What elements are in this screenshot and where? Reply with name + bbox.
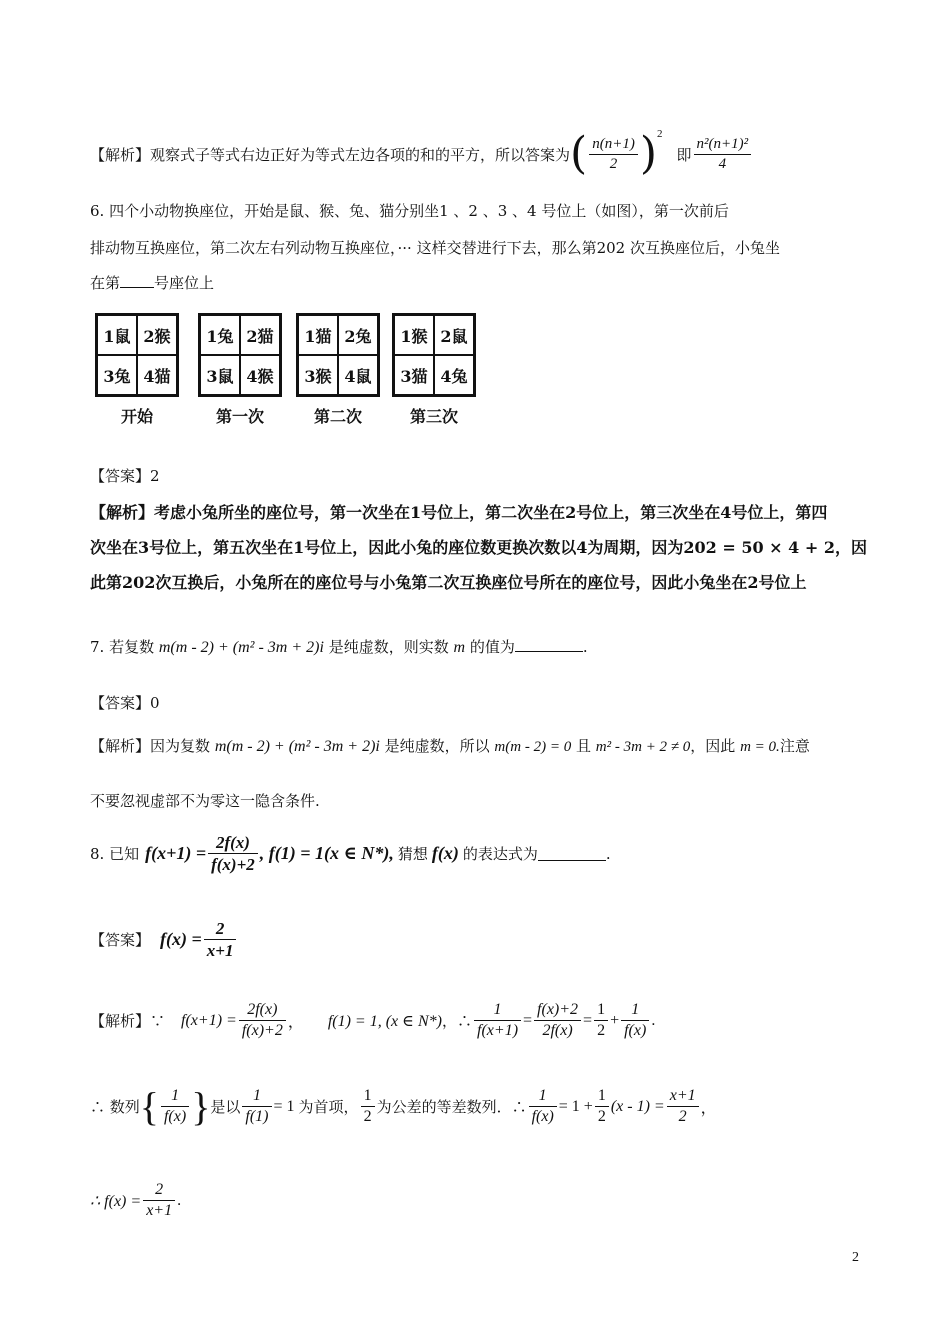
q7-solution: 【解析】因为复数 m(m - 2) + (m² - 3m + 2)i 是纯虚数，所以 m(m - 2) = 0 且 m² - 3m + 2 ≠ 0，因此 m = 0.注意 (90, 737, 810, 755)
q6-line1: 6. 四个小动物换座位，开始是鼠、猴、兔、猫分别坐1 、2 、3 、4 号位上（如图），第一次前后 (90, 202, 729, 220)
page-number: 2 (852, 1250, 859, 1265)
grid-caption-third: 第三次 (409, 407, 458, 426)
answer-blank (538, 846, 606, 861)
q5-fraction-1: $\frac{n(n+1)}{2}$ (589, 135, 638, 174)
q6-solution-line3: 此第202次互换后，小兔所在的座位号与小兔第二次互换座位号所在的座位号，因此小兔坐在2号位上 (90, 573, 807, 592)
q8-answer-fraction: $\frac{2}{x+1}$ (204, 918, 237, 962)
seat-grid-second: 1猫 2兔 3猴 4鼠 (296, 313, 380, 397)
q7-solution-line2: 不要忽视虚部不为零这一隐含条件. (90, 792, 320, 810)
q8-fraction: $\frac{2f(x)}{f(x)+2}$ (208, 832, 258, 876)
answer-blank (120, 273, 154, 288)
q6-solution-line1: 【解析】考虑小兔所坐的座位号，第一次坐在1号位上，第二次坐在2号位上，第三次坐在4号位上，第四 (90, 503, 828, 522)
q5-fraction-2: $\frac{\text{n²(n+1)²}}{4}$ (694, 135, 752, 174)
seat-grid-start: 1鼠 2猴 3兔 4猫 (95, 313, 179, 397)
q8-solution-line1: 【解析】∵ f(x+1) = $\frac{2f(x)}{f(x)+2}$ ， f(1) = 1, (x ∈ N*) ，∴ $\frac{1}{f(x+1)}$ = $\frac{f(x)+2}{2f(x)}$ = $\frac{1}{2}$ + $\frac{1}{f(x)}$ . (90, 1001, 656, 1039)
q8-answer: 【答案】 f(x) = $\frac{2}{x+1}$ (90, 918, 238, 962)
q7-question: 7. 若复数 m(m - 2) + (m² - 3m + 2)i 是纯虚数，则实数 m 的值为 . (90, 638, 588, 656)
left-paren: ( (570, 128, 588, 179)
q5-solution (90, 126, 753, 182)
jiexi-label: 【解析】 (90, 145, 151, 164)
q8-solution-line3: ∴ f(x) = $\frac{2}{x+1}$ . (90, 1181, 182, 1219)
answer-blank (515, 637, 583, 652)
q6-answer: 【答案】2 (90, 467, 160, 485)
right-paren: ) (639, 128, 657, 179)
seat-grid-first: 1兔 2猫 3鼠 4猴 (198, 313, 282, 397)
grid-caption-first: 第一次 (215, 407, 264, 426)
grid-caption-start: 开始 (120, 407, 153, 426)
q6-solution-line2: 次坐在3号位上，第五次坐在1号位上，因此小兔的座位数更换次数以4为周期，因为202 = 50 × 4 + 2，因 (90, 538, 867, 557)
seat-grid-third: 1猴 2鼠 3猫 4兔 (392, 313, 476, 397)
q5-exponent: 2 (657, 128, 663, 140)
grid-caption-second: 第二次 (313, 407, 362, 426)
q8-question: 8. 已知 f(x+1) = $\frac{2f(x)}{f(x)+2}$ , f(1) = 1(x ∈ N*), 猜想 f(x) 的表达式为 . (90, 833, 611, 875)
q7-expression: m(m - 2) + (m² - 3m + 2)i (158, 639, 324, 656)
q6-line3: 在第 号座位上 (90, 274, 215, 292)
q6-line2: 排动物互换座位，第二次左右列动物互换座位，··· 这样交替进行下去，那么第202 次互换座位后，小兔坐 (90, 239, 780, 257)
q5-text: 观察式子等式右边正好为等式左边各项的和的平方，所以答案为 (150, 145, 571, 164)
q7-answer: 【答案】0 (90, 694, 160, 712)
q8-solution-line2: ∴ 数列 { $\frac{1}{f(x)}$ } 是以 $\frac{1}{f(1)}$ = 1 为首项， $\frac{1}{2}$ 为公差的等差数列．∴ $\frac{1}{f(x)}$ = 1 + $\frac{1}{2}$ (x - 1) = $\frac{x+1}{2}$ ， (90, 1083, 717, 1129)
q5-ji: 即 (676, 145, 692, 164)
